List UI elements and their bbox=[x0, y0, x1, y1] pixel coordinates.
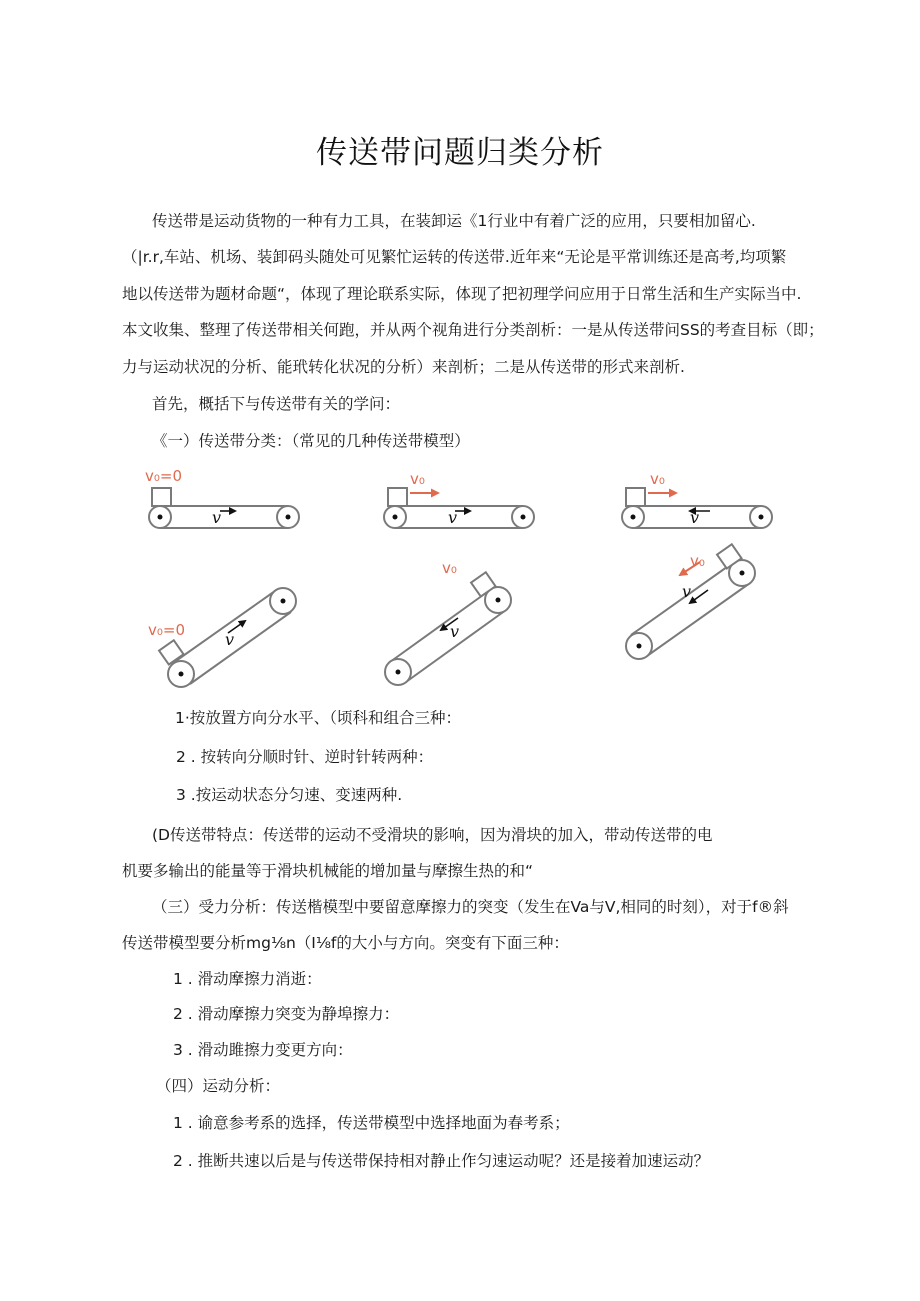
friction-item-3: 3 . 滑动雎擦力变更方向： bbox=[173, 1041, 353, 1059]
friction-item-1: 1 . 滑动摩擦力消逝： bbox=[173, 970, 322, 988]
friction-item-2: 2 . 滑动摩擦力突变为静埠擦力： bbox=[173, 1005, 400, 1023]
section3-line-1: （三）受力分析：传送楷模型中要留意摩擦力的突变（发生在Va与V,相同的时刻），对于f®斜 bbox=[152, 898, 789, 916]
label-v0-5: v₀ bbox=[442, 559, 457, 577]
label-v0-zero-1: v₀=0 bbox=[145, 467, 183, 485]
label-v-2: v bbox=[448, 508, 458, 527]
summary-line: 首先，概括下与传送带有关的学问： bbox=[152, 395, 401, 413]
motion-item-2: 2 . 推断共速以后是与传送带保持相对静止作匀速运动呢？还是接着加速运动？ bbox=[173, 1152, 710, 1170]
classification-1: 1·按放置方向分水平、（顷科和组合三种： bbox=[175, 709, 462, 727]
section2-line-2: 机要多输出的能量等于滑块机械能的增加量与摩擦生热的和“ bbox=[122, 862, 534, 880]
belt-horizontal-1 bbox=[149, 488, 299, 528]
intro-line-1: 传送带是运动货物的一种有力工具，在装卸运《1行业中有着广泛的应用，只要相加留心. bbox=[152, 212, 756, 230]
section3-line-2: 传送带模型要分析mg⅛n（I⅛f的大小与方向。突变有下面三种： bbox=[122, 934, 569, 952]
label-v0-zero-4: v₀=0 bbox=[148, 621, 186, 639]
label-v-4: v bbox=[225, 630, 235, 649]
belt-horizontal-2 bbox=[384, 488, 534, 528]
intro-line-2: （|r.r,车站、机场、装卸码头随处可见繁忙运转的传送带.近年来“无论是平常训练还是高考,均项繁 bbox=[122, 248, 787, 266]
label-v0-3: v₀ bbox=[650, 470, 665, 488]
classification-2: 2 . 按转向分顺时针、逆时针转两种： bbox=[176, 748, 434, 766]
label-v0-2: v₀ bbox=[410, 470, 425, 488]
label-v-6: v bbox=[682, 582, 692, 601]
label-v0-6: v₀ bbox=[690, 552, 705, 570]
classification-3: 3 .按运动状态分匀速、变速两种. bbox=[176, 786, 403, 804]
label-v-3: v bbox=[690, 508, 700, 527]
intro-line-3: 地以传送带为题材命题“，体现了理论联系实际，体现了把初理学问应用于日常生活和生产实际当中. bbox=[122, 285, 802, 303]
page-title: 传送带问题归类分析 bbox=[316, 135, 604, 171]
belt-incline-2 bbox=[385, 572, 511, 685]
motion-item-1: 1 . 谕意参考系的选择，传送带模型中选择地面为春考系； bbox=[173, 1114, 570, 1132]
section2-line-1: (D传送带特点：传送带的运动不受滑块的影响，因为滑块的加入，带动传送带的电 bbox=[152, 826, 713, 844]
label-v-1: v bbox=[212, 508, 222, 527]
label-v-5: v bbox=[450, 622, 460, 641]
section4-heading: （四）运动分析： bbox=[156, 1077, 281, 1095]
intro-line-4: 本文收集、整理了传送带相关何跑，并从两个视角进行分类剖析：一是从传送带问SS的考查目标（即； bbox=[122, 321, 824, 339]
intro-line-5: 力与运动状况的分析、能玳转化状况的分析）来剖析；二是从传送带的形式来剖析. bbox=[122, 358, 685, 376]
section1-heading: 《一）传送带分类：（常见的几种传送带模型） bbox=[152, 432, 470, 450]
